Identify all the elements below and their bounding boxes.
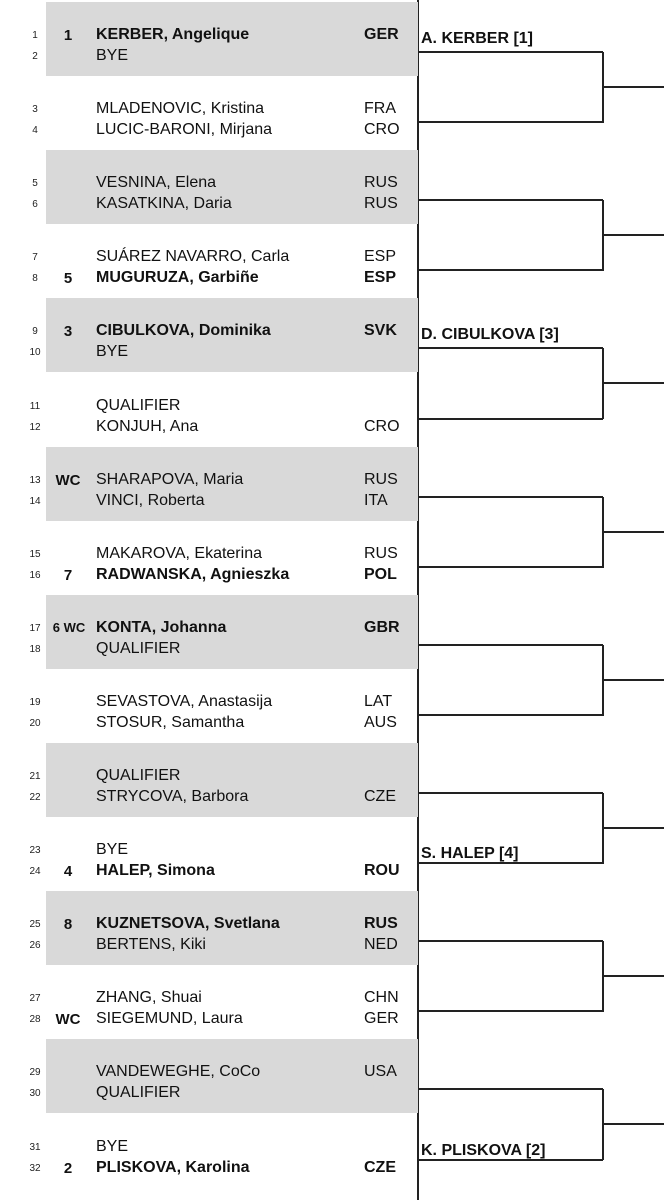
player-country: RUS [364, 544, 398, 562]
seed-label: 6 WC [52, 619, 86, 635]
draw-position-number: 12 [29, 421, 41, 433]
draw-position-number: 27 [29, 993, 41, 1005]
draw-position-number: 11 [29, 400, 41, 412]
draw-position-number: 18 [29, 643, 41, 655]
player-country: CRO [364, 417, 400, 435]
player-name[interactable]: BYE [96, 841, 129, 859]
player-name[interactable]: SEVASTOVA, Anastasija [96, 692, 273, 710]
draw-position-number: 5 [32, 178, 38, 190]
draw-position-number: 16 [29, 569, 41, 581]
bracket-line [603, 975, 664, 977]
player-name[interactable]: RADWANSKA, Agnieszka [96, 565, 290, 583]
draw-position-number: 4 [32, 125, 38, 137]
draw-position-number: 23 [29, 845, 41, 857]
bracket-line [418, 940, 603, 942]
player-country: SVK [364, 322, 397, 340]
draw-position-number: 24 [29, 866, 41, 878]
player-name[interactable]: QUALIFIER [96, 767, 181, 784]
bracket-line [418, 1010, 603, 1012]
draw-position-number: 31 [29, 1141, 41, 1153]
bracket-line [418, 121, 603, 123]
player-name[interactable]: MAKAROVA, Ekaterina [96, 544, 262, 562]
draw-position-number: 25 [29, 919, 41, 931]
draw-position-number: 6 [32, 199, 38, 211]
seed-label: 8 [63, 916, 73, 934]
draw-position-number: 14 [29, 495, 41, 507]
seed-label: 5 [63, 270, 73, 288]
player-name[interactable]: SUÁREZ NAVARRO, Carla [96, 248, 290, 266]
round-winner-label: S. HALEP [4] [421, 845, 519, 863]
player-country: ITA [364, 491, 388, 509]
bracket-line [418, 1088, 603, 1090]
seed-label: WC [55, 471, 81, 489]
draw-position-number: 26 [29, 940, 41, 952]
bracket-line [418, 269, 603, 271]
bracket-line [418, 496, 603, 498]
player-country: GBR [364, 618, 400, 636]
draw-position-number: 2 [32, 51, 38, 62]
bracket-line [603, 679, 664, 681]
player-name[interactable]: ZHANG, Shuai [96, 989, 202, 1007]
player-country: ESP [364, 248, 397, 266]
player-name[interactable]: BYE [96, 1137, 129, 1155]
draw-position-number: 21 [29, 771, 41, 782]
player-name[interactable]: MLADENOVIC, Kristina [96, 100, 265, 118]
player-country: CHN [364, 989, 399, 1007]
player-name[interactable]: QUALIFIER [96, 639, 181, 657]
player-name[interactable]: HALEP, Simona [96, 862, 215, 880]
bracket-line [418, 714, 603, 716]
round-winner-label: D. CIBULKOVA [3] [421, 326, 559, 344]
player-name[interactable]: VINCI, Roberta [96, 491, 205, 509]
draw-position-number: 29 [29, 1067, 41, 1079]
draw-position-number: 15 [29, 548, 41, 560]
seed-label: WC [55, 1011, 81, 1029]
player-name[interactable]: SHARAPOVA, Maria [96, 470, 244, 488]
player-country: RUS [364, 915, 398, 933]
player-name[interactable]: VANDEWEGHE, CoCo [96, 1063, 261, 1081]
seed-label: 4 [63, 863, 73, 881]
draw-position-number: 1 [32, 30, 38, 41]
seed-label: 2 [63, 1159, 73, 1177]
bracket-line [418, 644, 603, 646]
player-name[interactable]: KUZNETSOVA, Svetlana [96, 915, 280, 933]
player-name[interactable]: CIBULKOVA, Dominika [96, 322, 271, 340]
player-name[interactable]: VESNINA, Elena [96, 174, 217, 192]
player-country: RUS [364, 470, 398, 488]
seed-label: 3 [63, 323, 73, 341]
player-name[interactable]: BYE [96, 47, 129, 64]
draw-position-number: 7 [32, 252, 38, 264]
bracket-line [418, 792, 603, 794]
player-name[interactable]: QUALIFIER [96, 396, 181, 414]
draw-position-number: 3 [32, 104, 38, 116]
round-winner-label: A. KERBER [1] [421, 30, 534, 47]
bracket-line [603, 1123, 664, 1125]
player-country: CZE [364, 1158, 396, 1176]
player-country: AUS [364, 713, 397, 731]
player-country: FRA [364, 100, 396, 118]
player-name[interactable]: PLISKOVA, Karolina [96, 1158, 250, 1176]
player-name[interactable]: KONJUH, Ana [96, 417, 199, 435]
bracket-line [603, 531, 664, 533]
draw-position-number: 28 [29, 1014, 41, 1026]
bracket-line [418, 1159, 603, 1161]
draw-position-number: 10 [29, 347, 41, 359]
player-name[interactable]: STRYCOVA, Barbora [96, 788, 249, 805]
player-country: NED [364, 936, 398, 954]
player-country: ROU [364, 862, 400, 880]
draw-position-number: 32 [29, 1162, 41, 1174]
player-country: USA [364, 1063, 397, 1081]
player-name[interactable]: LUCIC-BARONI, Mirjana [96, 121, 273, 139]
bracket-line [603, 827, 664, 829]
player-country: CRO [364, 121, 400, 139]
seed-label: 1 [63, 27, 73, 44]
bracket-line [418, 199, 603, 201]
draw-position-number: 30 [29, 1088, 41, 1100]
bracket-line [418, 418, 603, 420]
player-country: POL [364, 565, 397, 583]
player-country: GER [364, 1010, 399, 1028]
player-country: RUS [364, 174, 398, 192]
bracket-line [418, 51, 603, 53]
draw-position-number: 22 [29, 792, 41, 803]
bracket-line [603, 234, 664, 236]
player-name[interactable]: KONTA, Johanna [96, 618, 227, 636]
player-country: LAT [364, 692, 393, 710]
player-name[interactable]: QUALIFIER [96, 1084, 181, 1102]
draw-position-number: 8 [32, 273, 38, 285]
player-name[interactable]: STOSUR, Samantha [96, 713, 245, 731]
bracket-line [603, 382, 664, 384]
draw-position-number: 19 [29, 696, 41, 708]
player-name[interactable]: BERTENS, Kiki [96, 936, 206, 954]
seed-label: 7 [63, 566, 73, 584]
player-name[interactable]: SIEGEMUND, Laura [96, 1010, 243, 1028]
player-country: RUS [364, 195, 398, 213]
player-name[interactable]: BYE [96, 343, 129, 361]
draw-position-number: 13 [29, 474, 41, 486]
player-name[interactable]: MUGURUZA, Garbiñe [96, 269, 259, 287]
bracket-line [418, 347, 603, 349]
bracket-line [603, 86, 664, 88]
draw-position-number: 9 [32, 326, 38, 338]
player-country: ESP [364, 269, 397, 287]
player-country: CZE [364, 788, 396, 805]
draw-position-number: 20 [29, 717, 41, 729]
player-name[interactable]: KASATKINA, Daria [96, 195, 232, 213]
player-name[interactable]: KERBER, Angelique [96, 26, 250, 43]
bracket-line [418, 566, 603, 568]
player-country: GER [364, 26, 399, 43]
round-winner-label: K. PLISKOVA [2] [421, 1141, 546, 1159]
bracket-line [418, 862, 603, 864]
draw-position-number: 17 [29, 622, 41, 634]
